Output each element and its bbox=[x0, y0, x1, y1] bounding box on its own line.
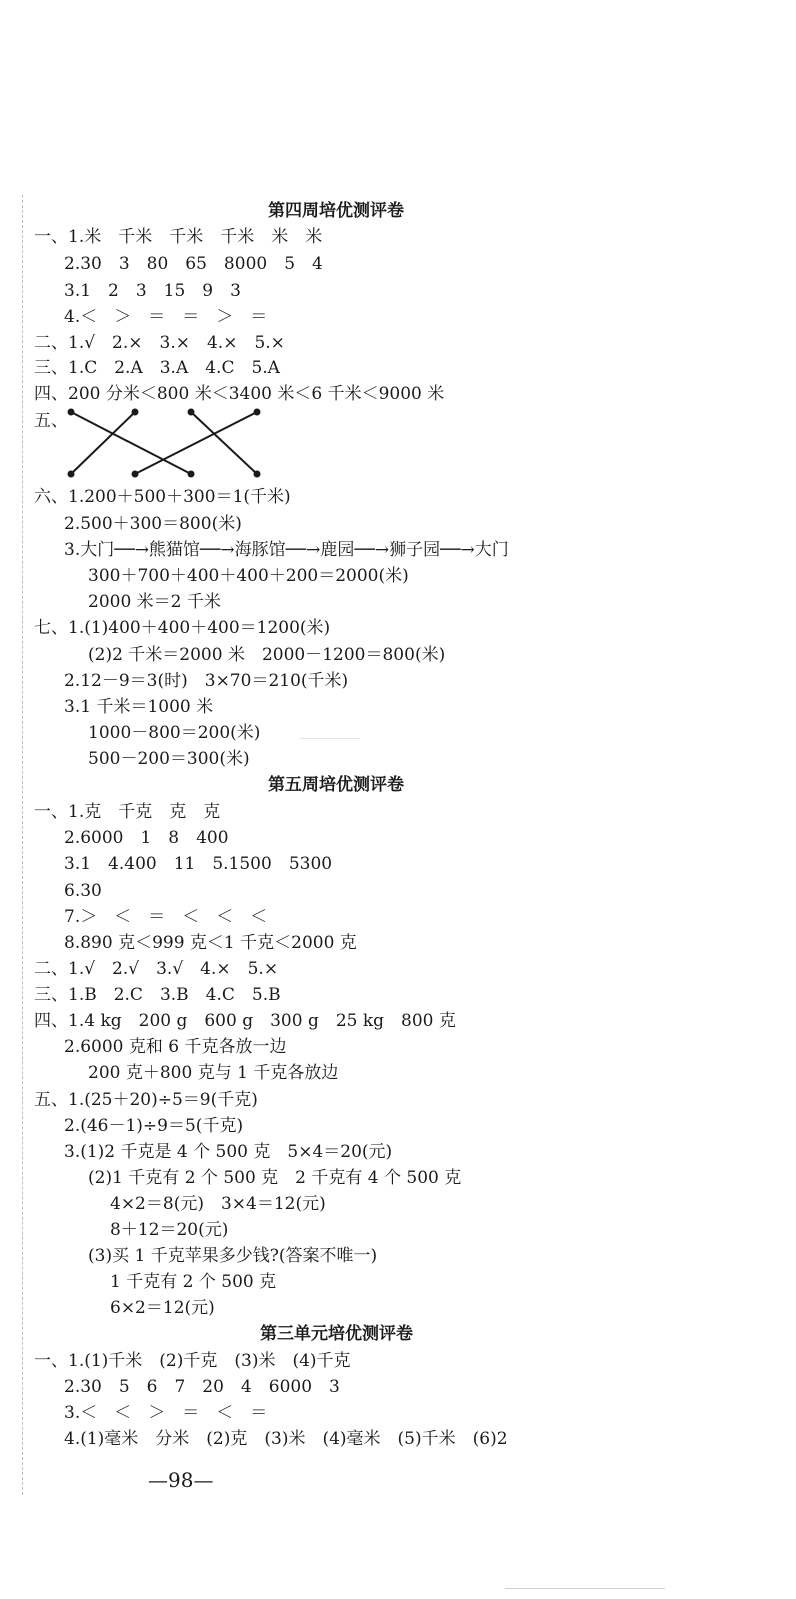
answer-line: 8.890 克＜999 克＜1 千克＜2000 克 bbox=[64, 933, 357, 953]
answer-line: 六、1.200＋500＋300＝1(千米) bbox=[34, 487, 291, 507]
answer-line: 七、1.(1)400＋400＋400＝1200(米) bbox=[34, 618, 331, 638]
answer-line: 一、1.克 千克 克 克 bbox=[34, 802, 221, 822]
answer-line: 7.＞ ＜ ＝ ＜ ＜ ＜ bbox=[64, 907, 268, 927]
answer-line: 4.(1)毫米 分米 (2)克 (3)米 (4)毫米 (5)千米 (6)2 bbox=[64, 1429, 508, 1449]
answer-line: 三、1.B 2.C 3.B 4.C 5.B bbox=[34, 985, 281, 1005]
margin-dashed-line bbox=[22, 195, 23, 1495]
answer-line: 8＋12＝20(元) bbox=[110, 1220, 229, 1240]
answer-line: (2)1 千克有 2 个 500 克 2 千克有 4 个 500 克 bbox=[88, 1168, 462, 1188]
answer-line: 300＋700＋400＋400＋200＝2000(米) bbox=[88, 566, 409, 586]
answer-line: 2.30 5 6 7 20 4 6000 3 bbox=[64, 1377, 340, 1397]
answer-line: 2000 米＝2 千米 bbox=[88, 592, 221, 612]
unit3-title: 第三单元培优测评卷 bbox=[260, 1324, 413, 1344]
answer-line: 6.30 bbox=[64, 881, 102, 901]
answer-line: 3.1 千米＝1000 米 bbox=[64, 697, 214, 717]
answer-line: 1000－800＝200(米) bbox=[88, 723, 261, 743]
answer-line: 6×2＝12(元) bbox=[110, 1298, 215, 1318]
answer-line: 五、 bbox=[34, 411, 68, 431]
scan-artifact bbox=[505, 1588, 665, 1589]
week5-title: 第五周培优测评卷 bbox=[268, 775, 404, 795]
answer-line: 4×2＝8(元) 3×4＝12(元) bbox=[110, 1194, 326, 1214]
answer-line: 3.1 4.400 11 5.1500 5300 bbox=[64, 854, 333, 874]
answer-line: 五、1.(25＋20)÷5＝9(千克) bbox=[34, 1090, 258, 1110]
answer-line: 3.大门──→熊猫馆──→海豚馆──→鹿园──→狮子园──→大门 bbox=[64, 540, 509, 560]
page-number: —98— bbox=[148, 1468, 214, 1492]
answer-line: 1 千克有 2 个 500 克 bbox=[110, 1272, 277, 1292]
answer-line: 3.＜ ＜ ＞ ＝ ＜ ＝ bbox=[64, 1403, 268, 1423]
answer-line: 2.6000 1 8 400 bbox=[64, 828, 229, 848]
answer-line: 二、1.√ 2.√ 3.√ 4.× 5.× bbox=[34, 959, 279, 979]
answer-line: 200 克＋800 克与 1 千克各放边 bbox=[88, 1063, 339, 1083]
answer-line: 2.(46－1)÷9＝5(千克) bbox=[64, 1116, 244, 1136]
answer-line: 500－200＝300(米) bbox=[88, 749, 250, 769]
week4-title: 第四周培优测评卷 bbox=[268, 201, 404, 221]
answer-line: (3)买 1 千克苹果多少钱?(答案不唯一) bbox=[88, 1246, 378, 1266]
answer-line: 3.(1)2 千克是 4 个 500 克 5×4＝20(元) bbox=[64, 1142, 393, 1162]
answer-line: (2)2 千米＝2000 米 2000－1200＝800(米) bbox=[88, 645, 446, 665]
answer-line: 2.12－9＝3(时) 3×70＝210(千米) bbox=[64, 671, 349, 691]
scan-artifact bbox=[300, 738, 360, 739]
answer-line: 4.＜ ＞ ＝ ＝ ＞ ＝ bbox=[64, 307, 268, 327]
answer-line: 一、1.(1)千米 (2)千克 (3)米 (4)千克 bbox=[34, 1351, 351, 1371]
answer-line: 2.500＋300＝800(米) bbox=[64, 514, 242, 534]
answer-line: 二、1.√ 2.× 3.× 4.× 5.× bbox=[34, 333, 285, 353]
answer-line: 2.30 3 80 65 8000 5 4 bbox=[64, 254, 323, 274]
answer-line: 一、1.米 千米 千米 千米 米 米 bbox=[34, 227, 323, 247]
answer-line: 2.6000 克和 6 千克各放一边 bbox=[64, 1037, 287, 1057]
answer-line: 3.1 2 3 15 9 3 bbox=[64, 281, 241, 301]
answer-line: 四、200 分米＜800 米＜3400 米＜6 千米＜9000 米 bbox=[34, 384, 445, 404]
matching-lines-diagram bbox=[55, 404, 275, 482]
answer-line: 三、1.C 2.A 3.A 4.C 5.A bbox=[34, 358, 280, 378]
answer-line: 四、1.4 kg 200 g 600 g 300 g 25 kg 800 克 bbox=[34, 1011, 456, 1031]
